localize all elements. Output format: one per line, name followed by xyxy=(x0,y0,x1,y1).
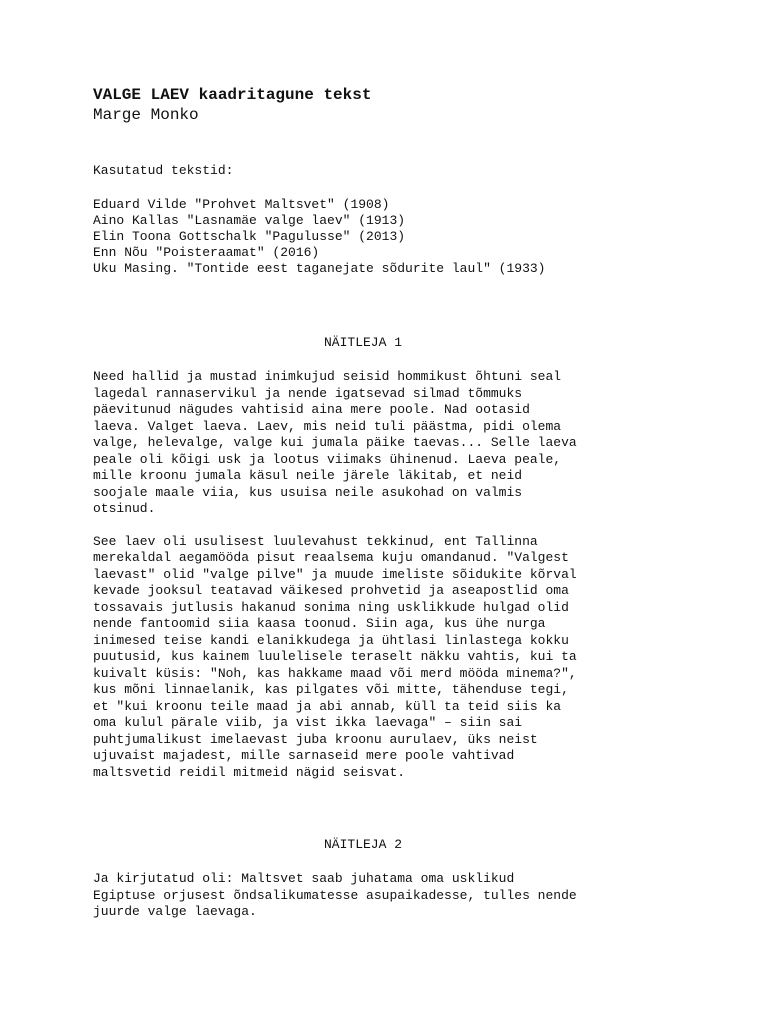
paragraph: See laev oli usulisest luulevahust tekkinud, ent Tallinna merekaldal aegamööda pisut reaalsema kuju omandanud. "Valgest laevast" olid "valge pilve" ja muude imeliste sõidukite kõrval kevade jooksul teatavad väikesed prohvetid ja aseapostlid oma tossavais jutlusis hakanud sonima ning usklikkude hulgad olid nende fantoomid siia kaasa toonud. Siin aga, kus ühe nurga inimesed teise kandi elanikkudega ja ühtlasi linlastega kokku puutusid, kus kainem luulelisele teraselt näkku vahtis, kui ta kuivalt küsis: "Noh, kas hakkame maad või merd mööda minema?", kus mõni linnaelanik, kas pilgates või mitte, tähenduse tegi, et "kui kroonu teile maad ja abi annab, küll ta teid siis ka oma kulul pärale viib, ja vist ikka laevaga" – siin sai puhtjumalikust imelaevast juba kroonu aurulaev, üks neist ujuvaist majadest, mille sarnaseid mere poole vahtivad maltsvetid reidil mitmeid nägid seisvat. xyxy=(93,533,577,780)
section-heading: NÄITLEJA 1 xyxy=(323,335,402,350)
paragraph: Ja kirjutatud oli: Maltsvet saab juhatama oma usklikud Egiptuse orjusest õndsalikumatesse asupaikadesse, tulles nende juurde valge laevaga. xyxy=(93,871,577,919)
document-author: Marge Monko xyxy=(93,106,199,124)
section-heading: NÄITLEJA 2 xyxy=(323,837,402,852)
sources-label: Kasutatud tekstid: xyxy=(93,163,234,178)
document-page xyxy=(93,85,693,921)
paragraph: Need hallid ja mustad inimkujud seisid hommikust õhtuni seal lagedal rannaservikul ja nende igatsevad silmad tõmmuks päevitunud nägudes vahtisid aina mere poole. Nad ootasid laeva. Valget laeva. Laev, mis neid tuli päästma, pidi olema valge, helevalge, valge kui jumala päike taevas... Selle laeva peale oli kõigi usk ja lootus viimaks ühinenud. Laeva peale, mille kroonu jumala käsul neile järele läkitab, et neid soojale maale viia, kus usuisa neile asukohad on valmis otsinud. xyxy=(93,369,577,516)
sources-list xyxy=(93,197,693,277)
document-title: VALGE LAEV kaadritagune tekst xyxy=(93,86,372,104)
source-item: Elin Toona Gottschalk "Pagulusse" (2013) xyxy=(93,229,406,244)
source-item: Aino Kallas "Lasnamäe valge laev" (1913) xyxy=(93,213,406,228)
source-item: Uku Masing. "Tontide eest taganejate sõdurite laul" (1933) xyxy=(93,261,546,276)
source-item: Enn Nõu "Poisteraamat" (2016) xyxy=(93,245,320,260)
source-item: Eduard Vilde "Prohvet Maltsvet" (1908) xyxy=(93,197,390,212)
